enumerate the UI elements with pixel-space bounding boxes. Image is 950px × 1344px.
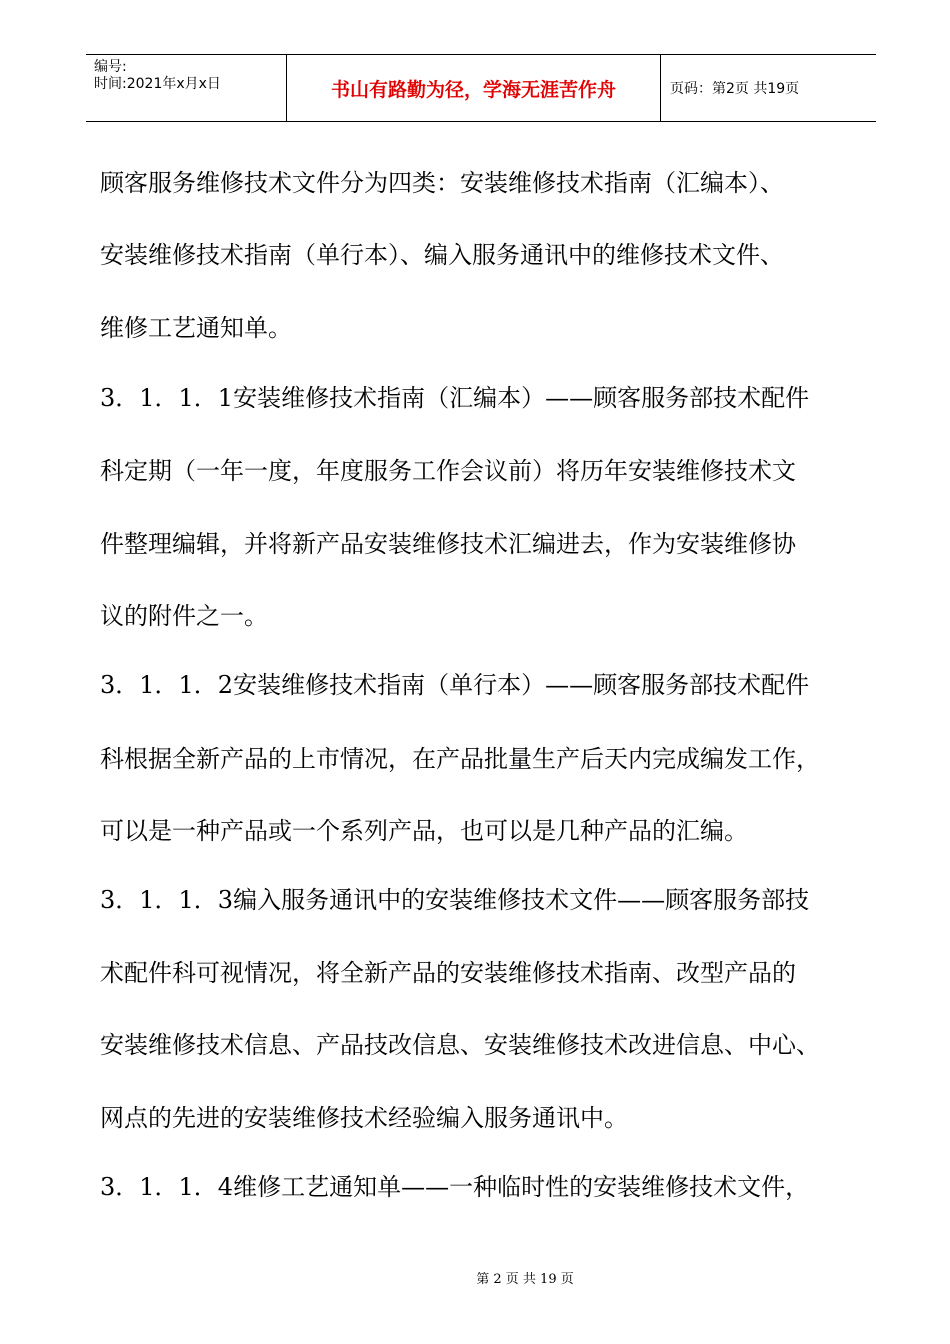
body-line: 可以是一种产品或一个系列产品，也可以是几种产品的汇编。 [100,817,748,845]
body-line: 件整理编辑，并将新产品安装维修技术汇编进去，作为安装维修协 [100,530,796,558]
body-line: 安装维修技术信息、产品技改信息、安装维修技术改进信息、中心、 [100,1031,820,1059]
body-line: 3．1．1．1安装维修技术指南（汇编本）——顾客服务部技术配件 [100,384,810,412]
body-line: 议的附件之一。 [100,602,268,630]
body-line: 3．1．1．4维修工艺通知单——一种临时性的安装维修技术文件， [100,1173,810,1201]
header-motto: 书山有路勤为径，学海无涯苦作舟 [287,55,661,121]
body-line: 网点的先进的安装维修技术经验编入服务通讯中。 [100,1104,628,1132]
document-number-label: 编号: [94,59,127,75]
header-meta [86,55,287,121]
body-line: 科根据全新产品的上市情况，在产品批量生产后天内完成编发工作， [100,745,820,773]
page-header [86,54,876,122]
footer-page-number: 第 2 页 共 19 页 [476,1272,574,1287]
body-line: 3．1．1．2安装维修技术指南（单行本）——顾客服务部技术配件 [100,671,810,699]
body-line: 术配件科可视情况，将全新产品的安装维修技术指南、改型产品的 [100,959,796,987]
body-line: 顾客服务维修技术文件分为四类：安装维修技术指南（汇编本）、 [100,169,784,197]
page-footer [0,1268,950,1287]
header-page-number: 页码：第2页 共19页 [670,81,800,97]
body-line: 科定期（一年一度，年度服务工作会议前）将历年安装维修技术文 [100,457,796,485]
body-line: 安装维修技术指南（单行本）、编入服务通讯中的维修技术文件、 [100,241,784,269]
body-line: 维修工艺通知单。 [100,314,292,342]
document-time-label: 时间:2021年x月x日 [94,76,221,92]
body-line: 3．1．1．3编入服务通讯中的安装维修技术文件——顾客服务部技 [100,886,810,914]
